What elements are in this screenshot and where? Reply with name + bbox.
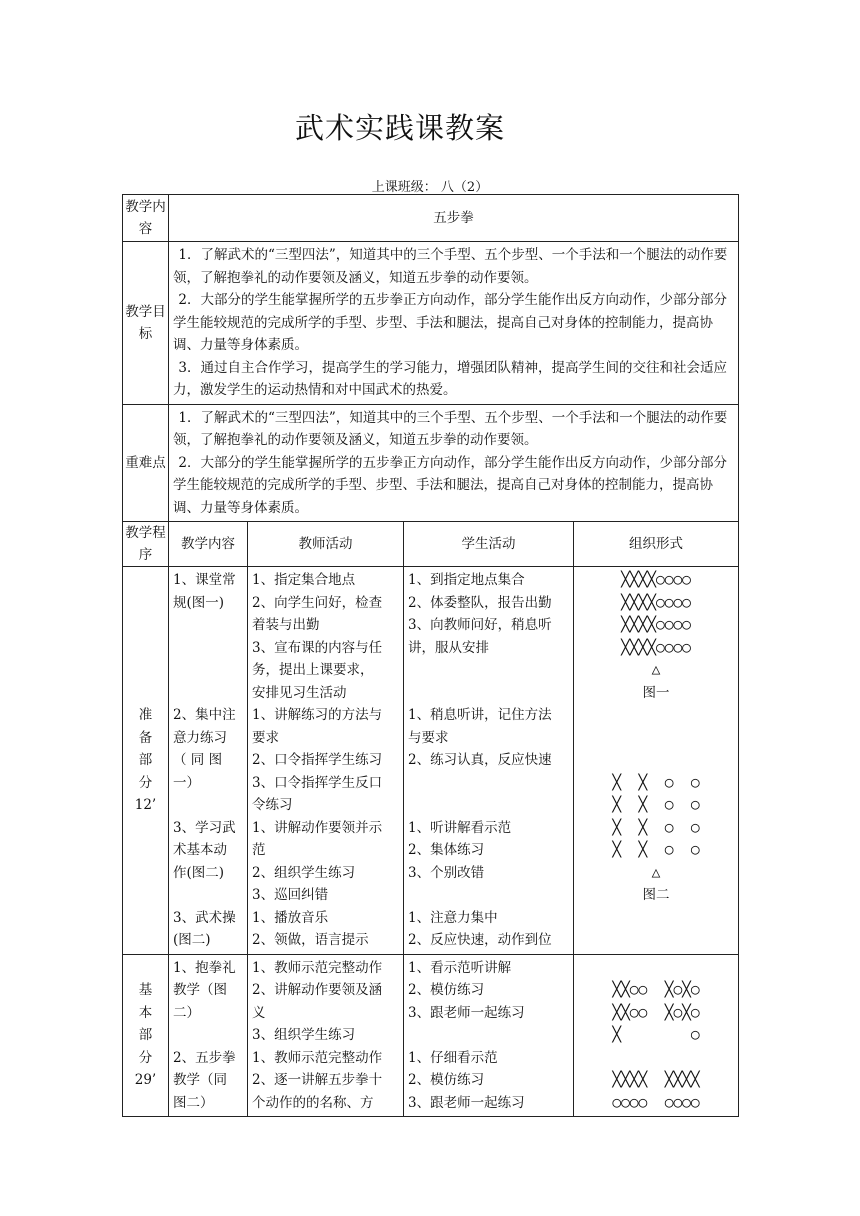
teacher-line: 令练习 <box>252 797 293 813</box>
header-content: 教学内容 <box>169 522 248 567</box>
formation-row: ╳╳○○ ╳○╳○ <box>612 982 700 998</box>
content-line: （ 同 图 <box>173 752 223 768</box>
content-line: 术基本动 <box>173 842 227 858</box>
prep-formation <box>574 567 739 955</box>
teacher-line: 3、口令指挥学生反口 <box>252 774 383 791</box>
formation-row: ╳╳╳╳○○○○ <box>621 639 691 656</box>
row-content-value: 五步拳 <box>169 195 739 242</box>
student-line: 与要求 <box>408 729 449 746</box>
student-line: 2、模仿练习 <box>408 1072 485 1088</box>
student-line: 1、注意力集中 <box>408 909 498 926</box>
lesson-plan-table <box>122 194 739 1117</box>
teacher-line: 义 <box>252 1004 266 1021</box>
teacher-line: 1、播放音乐 <box>252 909 329 926</box>
teacher-line: 2、讲解动作要领及涵 <box>252 982 383 998</box>
content-line: 2、五步拳 <box>173 1049 236 1066</box>
formation-row: ╳╳╳╳○○○○ <box>621 572 691 588</box>
teacher-line: 1、讲解练习的方法与 <box>252 707 383 723</box>
section-label-text: 准 <box>138 707 153 723</box>
header-procedure: 教学程序 <box>123 522 169 567</box>
student-line: 2、模仿练习 <box>408 982 485 998</box>
content-line: 1、课堂常 <box>173 572 236 588</box>
section-label-text: 备 <box>138 729 153 746</box>
row-content-label: 教学内容 <box>123 195 169 242</box>
prep-content <box>169 567 248 955</box>
student-line: 2、体委整队，报告出勤 <box>408 594 552 611</box>
teacher-line: 2、向学生问好，检查 <box>252 594 383 611</box>
class-line: 上课班级： 八（2） <box>371 180 489 195</box>
section-label-text: 基 <box>138 982 153 998</box>
formation-row: ╳ ○ <box>612 1027 700 1043</box>
formation-row: ╳╳╳╳○○○○ <box>621 594 691 611</box>
teacher-line: 3、组织学生练习 <box>252 1027 356 1043</box>
row-goals-label: 教学目标 <box>123 242 169 405</box>
teacher-line: 范 <box>252 842 266 858</box>
basic-content <box>169 954 248 1117</box>
content-line: 规(图一) <box>173 594 225 611</box>
basic-teacher <box>248 954 404 1117</box>
basic-label <box>123 954 169 1117</box>
teacher-line: 2、组织学生练习 <box>252 864 356 881</box>
student-line: 1、看示范听讲解 <box>408 959 512 976</box>
section-label-text: 分 <box>138 1049 153 1066</box>
content-line: 一） <box>173 774 200 791</box>
student-line: 1、到指定地点集合 <box>408 572 525 588</box>
teacher-line: 个动作的的名称、方 <box>252 1094 374 1111</box>
content-line: 3、武术操 <box>173 909 236 926</box>
teacher-line: 3、巡回纠错 <box>252 887 329 903</box>
row-keys-label: 重难点 <box>123 404 169 522</box>
key-item: 2．大部分的学生能掌握所学的五步拳正方向动作，部分学生能作出反方向动作，少部分部分学生能较规范的完成所学的手型、步型、手法和腿法，提高自己对身体的控制能力，提高协调、力量等身体素质。 <box>173 454 727 516</box>
content-line: 教学（图 <box>173 982 227 998</box>
content-line: 作(图二) <box>173 864 225 881</box>
formation-row: ╳ ╳ ○ ○ <box>612 774 700 791</box>
formation-row: ╳╳○○ ╳○╳○ <box>612 1004 700 1021</box>
section-label-text: 29’ <box>134 1072 157 1088</box>
figure-caption: 图二 <box>642 887 670 903</box>
student-line: 3、跟老师一起练习 <box>408 1094 525 1111</box>
student-line: 2、练习认真，反应快速 <box>408 752 552 768</box>
header-form: 组织形式 <box>574 522 739 567</box>
teacher-position-icon: △ <box>651 662 661 678</box>
content-line: 3、学习武 <box>173 819 236 836</box>
basic-student <box>404 954 574 1117</box>
teacher-line: 1、讲解动作要领并示 <box>252 819 383 836</box>
formation-row: ○○○○ ○○○○ <box>612 1094 700 1111</box>
student-line: 1、仔细看示范 <box>408 1049 498 1066</box>
teacher-position-icon: △ <box>651 864 661 881</box>
prep-teacher <box>248 567 404 955</box>
student-line: 1、听讲解看示范 <box>408 819 512 836</box>
section-label-text: 部 <box>138 1027 153 1043</box>
content-line: 2、集中注 <box>173 707 236 723</box>
student-line: 1、稍息听讲，记住方法 <box>408 707 552 723</box>
basic-formation <box>574 954 739 1117</box>
formation-row: ╳╳╳╳○○○○ <box>621 617 691 633</box>
student-line: 2、反应快速，动作到位 <box>408 932 552 948</box>
teacher-line: 2、口令指挥学生练习 <box>252 752 383 768</box>
content-line: 二） <box>173 1004 200 1021</box>
teacher-line: 3、宣布课的内容与任 <box>252 639 383 656</box>
key-item: 1．了解武术的“三型四法”，知道其中的三个手型、五个步型、一个手法和一个腿法的动作要领，了解抱拳礼的动作要领及涵义，知道五步拳的动作要领。 <box>173 409 728 448</box>
prep-student <box>404 567 574 955</box>
formation-row: ╳╳╳╳ ╳╳╳╳ <box>612 1072 700 1088</box>
document-title: 武术实践课教案 <box>294 111 505 145</box>
teacher-line: 1、指定集合地点 <box>252 572 356 588</box>
prep-label <box>123 567 169 955</box>
teacher-line: 1、教师示范完整动作 <box>252 959 383 976</box>
content-line: 1、抱拳礼 <box>173 959 236 976</box>
teacher-line: 1、教师示范完整动作 <box>252 1049 383 1066</box>
teacher-line: 2、领做，语言提示 <box>252 932 369 948</box>
goal-item: 2．大部分的学生能掌握所学的五步拳正方向动作，部分学生能作出反方向动作，少部分部分学生能较规范的完成所学的手型、步型、手法和腿法，提高自己对身体的控制能力，提高协调、力量等身体素质。 <box>173 292 727 353</box>
teacher-line: 安排见习生活动 <box>252 684 347 701</box>
section-label-text: 12’ <box>134 797 157 813</box>
formation-row: ╳ ╳ ○ ○ <box>612 797 700 813</box>
teacher-line: 着装与出勤 <box>252 617 320 633</box>
content-line: 图二） <box>173 1094 214 1111</box>
goal-item: 3．通过自主合作学习，提高学生的学习能力，增强团队精神，提高学生间的交往和社会适应力，激发学生的运动热情和对中国武术的热爱。 <box>173 359 727 398</box>
formation-row: ╳ ╳ ○ ○ <box>612 842 700 858</box>
teacher-line: 2、逐一讲解五步拳十 <box>252 1072 383 1088</box>
header-teacher: 教师活动 <box>248 522 404 567</box>
section-label-text: 部 <box>138 752 153 768</box>
student-line: 讲，服从安排 <box>408 639 489 656</box>
content-line: (图二) <box>173 932 211 948</box>
student-line: 3、跟老师一起练习 <box>408 1004 525 1021</box>
teacher-line: 务，提出上课要求， <box>252 662 374 678</box>
figure-caption: 图一 <box>642 684 670 701</box>
content-line: 意力练习 <box>173 729 227 746</box>
section-label-text: 本 <box>138 1004 153 1021</box>
teacher-line: 要求 <box>252 729 279 746</box>
student-line: 3、个别改错 <box>408 864 485 881</box>
student-line: 3、向教师问好，稍息听 <box>408 617 552 633</box>
goal-item: 1．了解武术的“三型四法”，知道其中的三个手型、五个步型、一个手法和一个腿法的动作要领，了解抱拳礼的动作要领及涵义，知道五步拳的动作要领。 <box>173 247 728 286</box>
formation-row: ╳ ╳ ○ ○ <box>612 819 700 836</box>
content-line: 教学（同 <box>173 1072 227 1088</box>
student-line: 2、集体练习 <box>408 842 485 858</box>
section-label-text: 分 <box>138 774 153 791</box>
header-student: 学生活动 <box>404 522 574 567</box>
